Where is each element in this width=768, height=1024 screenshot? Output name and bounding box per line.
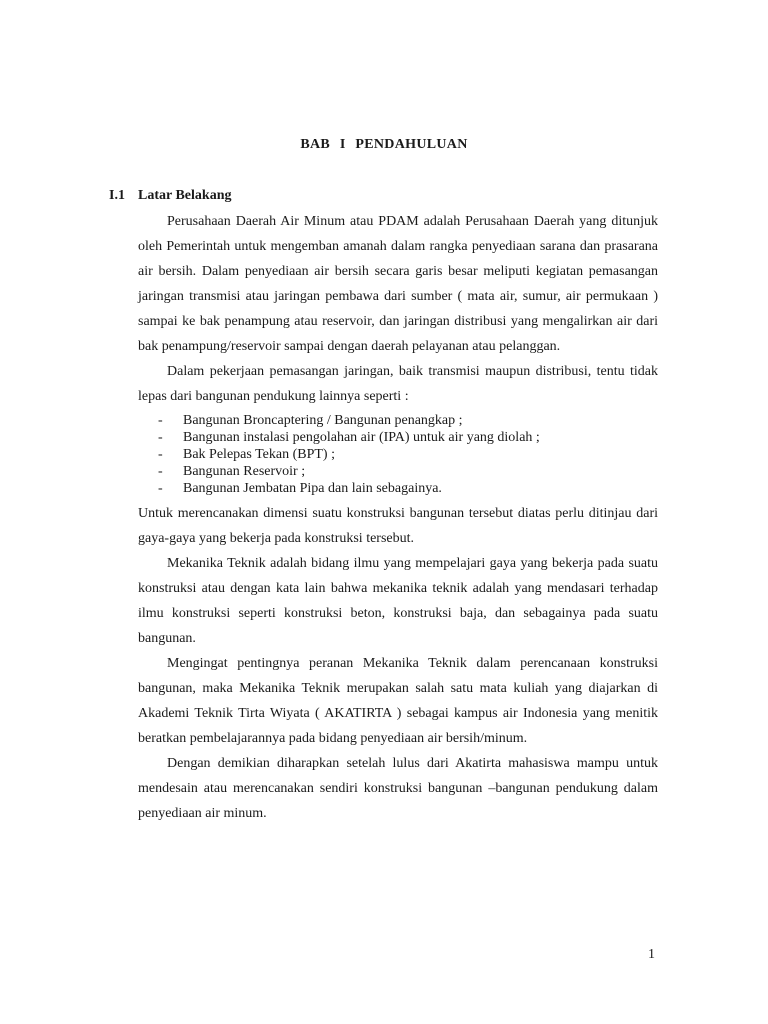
paragraph: Perusahaan Daerah Air Minum atau PDAM adalah Perusahaan Daerah yang ditunjuk oleh Pemerintah untuk mengemban amanah dalam rangka penyediaan sarana dan prasarana air bersih. Dalam penyediaan air bersih secara garis besar meliputi kegiatan pemasangan jaringan transmisi atau jaringan pembawa dari sumber ( mata air, sumur, air permukaan ) sampai ke bak penampung atau reservoir, dan jaringan distribusi yang mengalirkan air dari bak penampung/reservoir sampai dengan daerah pelayanan atau pelanggan. <box>138 214 658 354</box>
bullet-marker: - <box>158 413 163 428</box>
bullet-marker: - <box>158 481 163 496</box>
paragraph: Mekanika Teknik adalah bidang ilmu yang mempelajari gaya yang bekerja pada suatu konstruksi atau dengan kata lain bahwa mekanika teknik adalah yang mendasari terhadap ilmu konstruksi seperti konstruksi beton, konstruksi baja, dan sebagainya pada suatu bangunan. <box>138 556 658 646</box>
document-body <box>138 209 658 826</box>
section-number: I.1 <box>109 188 125 203</box>
bullet-list <box>138 412 658 497</box>
list-item-text: Bangunan Broncaptering / Bangunan penangkap ; <box>183 413 463 428</box>
list-item-text: Bangunan Reservoir ; <box>183 464 306 479</box>
list-item-text: Bangunan instalasi pengolahan air (IPA) untuk air yang diolah ; <box>183 430 540 445</box>
paragraph: Dalam pekerjaan pemasangan jaringan, baik transmisi maupun distribusi, tentu tidak lepas dari bangunan pendukung lainnya seperti : <box>138 364 658 404</box>
bullet-marker: - <box>158 464 163 479</box>
list-item-text: Bak Pelepas Tekan (BPT) ; <box>183 447 335 462</box>
list-item <box>158 463 658 480</box>
list-item-text: Bangunan Jembatan Pipa dan lain sebagainya. <box>183 481 442 496</box>
list-item <box>158 446 658 463</box>
chapter-title: BAB I PENDAHULUAN <box>300 137 468 152</box>
list-item <box>158 480 658 497</box>
paragraph: Untuk merencanakan dimensi suatu konstruksi bangunan tersebut diatas perlu ditinjau dari gaya-gaya yang bekerja pada konstruksi tersebut. <box>138 506 658 546</box>
bullet-marker: - <box>158 447 163 462</box>
paragraph: Mengingat pentingnya peranan Mekanika Teknik dalam perencanaan konstruksi bangunan, maka Mekanika Teknik merupakan salah satu mata kuliah yang diajarkan di Akademi Teknik Tirta Wiyata ( AKATIRTA ) sebagai kampus air Indonesia yang menitik beratkan pembelajarannya pada bidang penyediaan air bersih/minum. <box>138 656 658 746</box>
section-heading <box>109 188 231 204</box>
paragraph: Dengan demikian diharapkan setelah lulus dari Akatirta mahasiswa mampu untuk mendesain atau merencanakan sendiri konstruksi bangunan –bangunan pendukung dalam penyediaan air minum. <box>138 756 658 821</box>
list-item <box>158 412 658 429</box>
page-number: 1 <box>648 947 655 962</box>
list-item <box>158 429 658 446</box>
section-title: Latar Belakang <box>138 188 232 203</box>
bullet-marker: - <box>158 430 163 445</box>
